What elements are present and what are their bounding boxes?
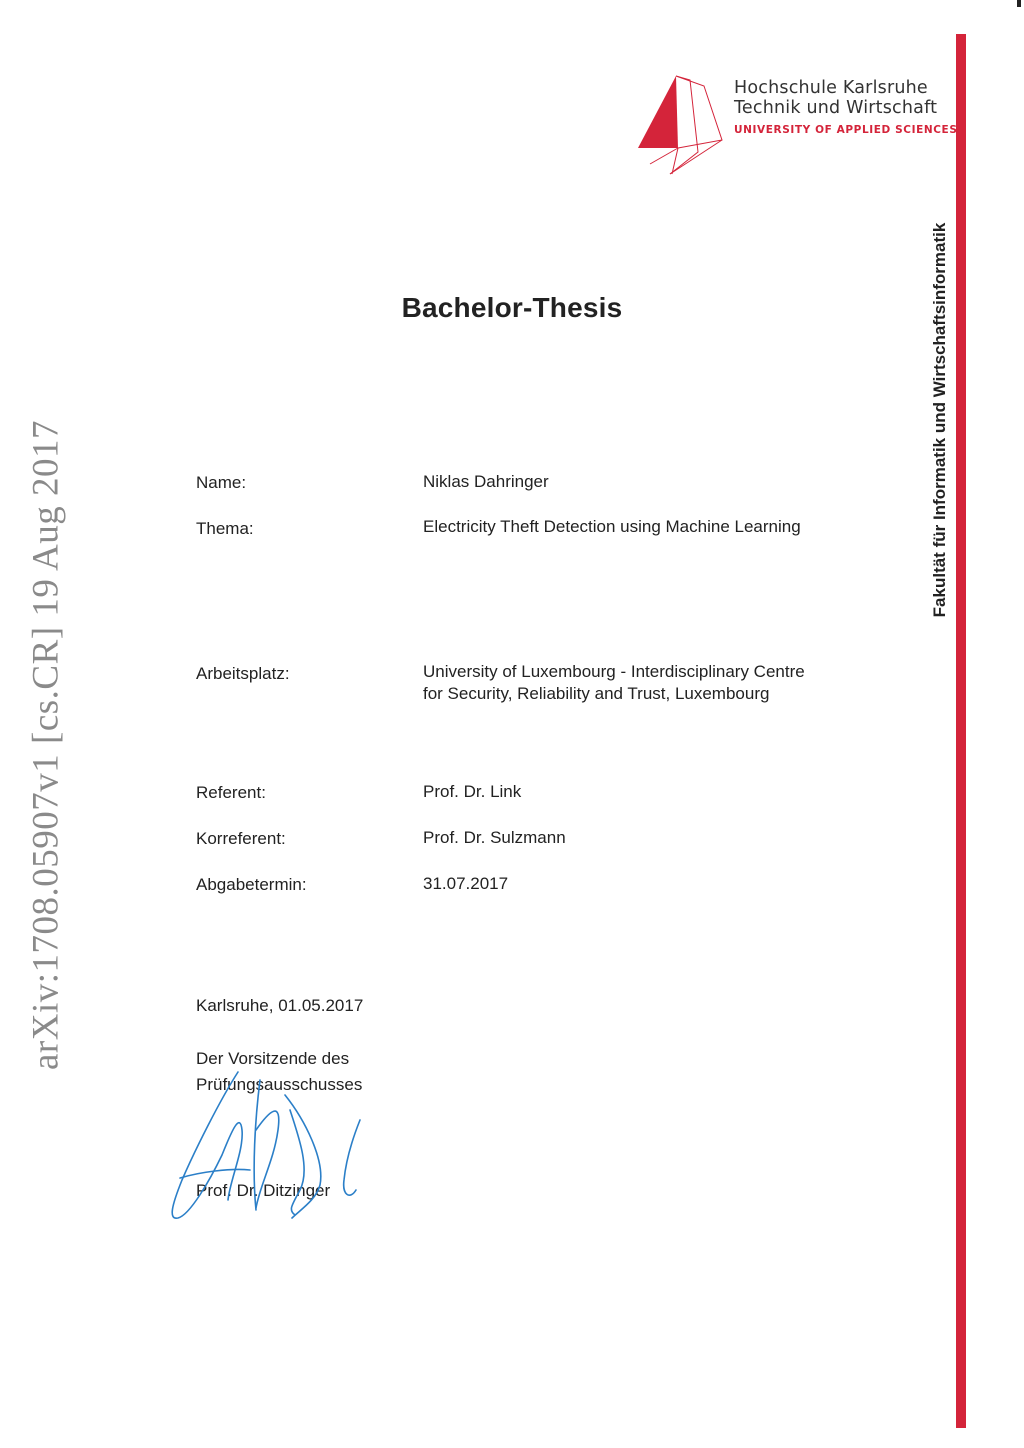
triangle-logo-icon [634,72,730,178]
chair-name: Prof. Dr. Ditzinger [196,1181,331,1200]
university-name-line2: Technik und Wirtschaft [734,98,938,118]
chair-title-line2: Prüfungsausschusses [196,1075,363,1094]
arbeitsplatz-value-line2: for Security, Reliability and Trust, Luxembourg [423,684,770,703]
scan-corner-mark [1017,0,1021,7]
place-date: Karlsruhe, 01.05.2017 [196,996,364,1015]
arbeitsplatz-label: Arbeitsplatz: [196,664,290,683]
faculty-label: Fakultät für Informatik und Wirtschaftsinformatik [930,222,949,618]
university-name-block [734,78,957,136]
name-label: Name: [196,473,247,492]
thema-label: Thema: [196,519,254,538]
korreferent-value: Prof. Dr. Sulzmann [423,828,566,847]
abgabetermin-label: Abgabetermin: [196,875,307,894]
korreferent-label: Korreferent: [196,829,286,848]
signature [160,1060,380,1230]
chair-title-line1: Der Vorsitzende des [196,1049,350,1068]
abgabetermin-value: 31.07.2017 [423,874,509,893]
name-value: Niklas Dahringer [423,472,549,491]
red-margin-bar [956,34,966,1428]
arxiv-stamp: arXiv:1708.05907v1 [cs.CR] 19 Aug 2017 [25,419,67,1071]
page-title: Bachelor-Thesis [401,292,623,323]
referent-label: Referent: [196,783,266,802]
thema-value: Electricity Theft Detection using Machine Learning [423,517,801,536]
university-subtitle: UNIVERSITY OF APPLIED SCIENCES [734,124,958,136]
university-name-line1: Hochschule Karlsruhe [734,78,928,98]
referent-value: Prof. Dr. Link [423,782,522,801]
arbeitsplatz-value-line1: University of Luxembourg - Interdisciplinary Centre [423,662,805,681]
